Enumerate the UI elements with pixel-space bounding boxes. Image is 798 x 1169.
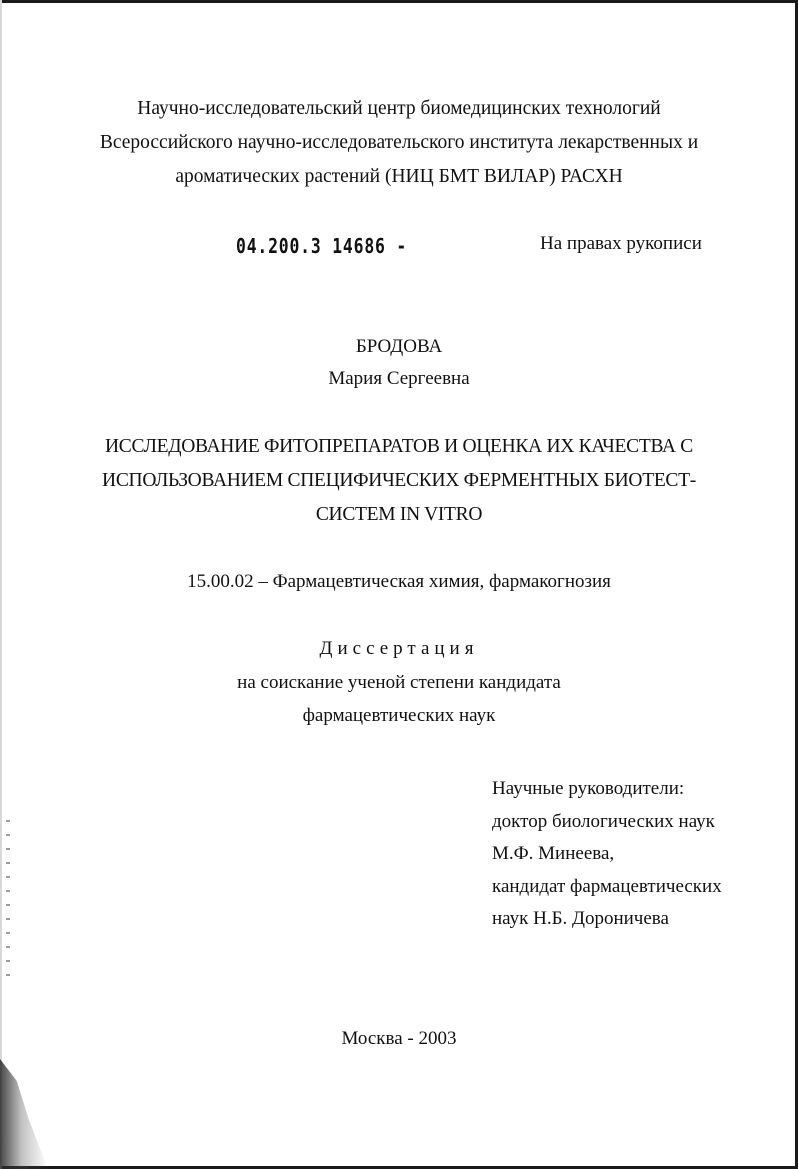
institution-line-1: Научно-исследовательский центр биомедицинских технологий <box>137 98 661 119</box>
scan-smudge <box>0 1059 48 1169</box>
rights-note: На правах рукописи <box>540 233 702 254</box>
supervisor-line-3: кандидат фармацевтических <box>492 875 722 897</box>
supervisor-line-2: М.Ф. Минеева, <box>492 843 615 864</box>
thesis-title-line-3: СИСТЕМ IN VITRO <box>315 504 483 525</box>
author-surname: БРОДОВА <box>355 336 443 357</box>
scan-edge-top <box>0 0 798 3</box>
supervisor-line-4: наук Н.Б. Дороничева <box>492 908 669 929</box>
supervisors-block <box>492 773 722 936</box>
degree-line-1: на соискание ученой степени кандидата <box>237 672 561 693</box>
registration-stamp: 04.200.3 14686 - <box>236 234 408 258</box>
thesis-title-line-2: ИСПОЛЬЗОВАНИЕМ СПЕЦИФИЧЕСКИХ ФЕРМЕНТНЫХ БИОТЕСТ- <box>102 470 696 491</box>
scan-binding-dots <box>6 820 10 980</box>
degree-line-2: фармацевтических наук <box>302 705 496 726</box>
thesis-title-line-1: ИССЛЕДОВАНИЕ ФИТОПРЕПАРАТОВ И ОЦЕНКА ИХ КАЧЕСТВА С <box>105 436 693 457</box>
supervisor-line-1: доктор биологических наук <box>492 810 715 832</box>
place-year: Москва - 2003 <box>341 1028 457 1049</box>
work-type-label: Диссертация <box>319 638 479 659</box>
specialty: 15.00.02 – Фармацевтическая химия, фармакогнозия <box>187 571 611 592</box>
institution-line-2: Всероссийского научно-исследовательского института лекарственных и <box>99 132 699 153</box>
author-given-names: Мария Сергеевна <box>328 368 470 389</box>
supervisors-heading: Научные руководители: <box>492 778 685 799</box>
institution-line-3: ароматических растений (НИЦ БМТ ВИЛАР) РАСХН <box>175 166 623 187</box>
